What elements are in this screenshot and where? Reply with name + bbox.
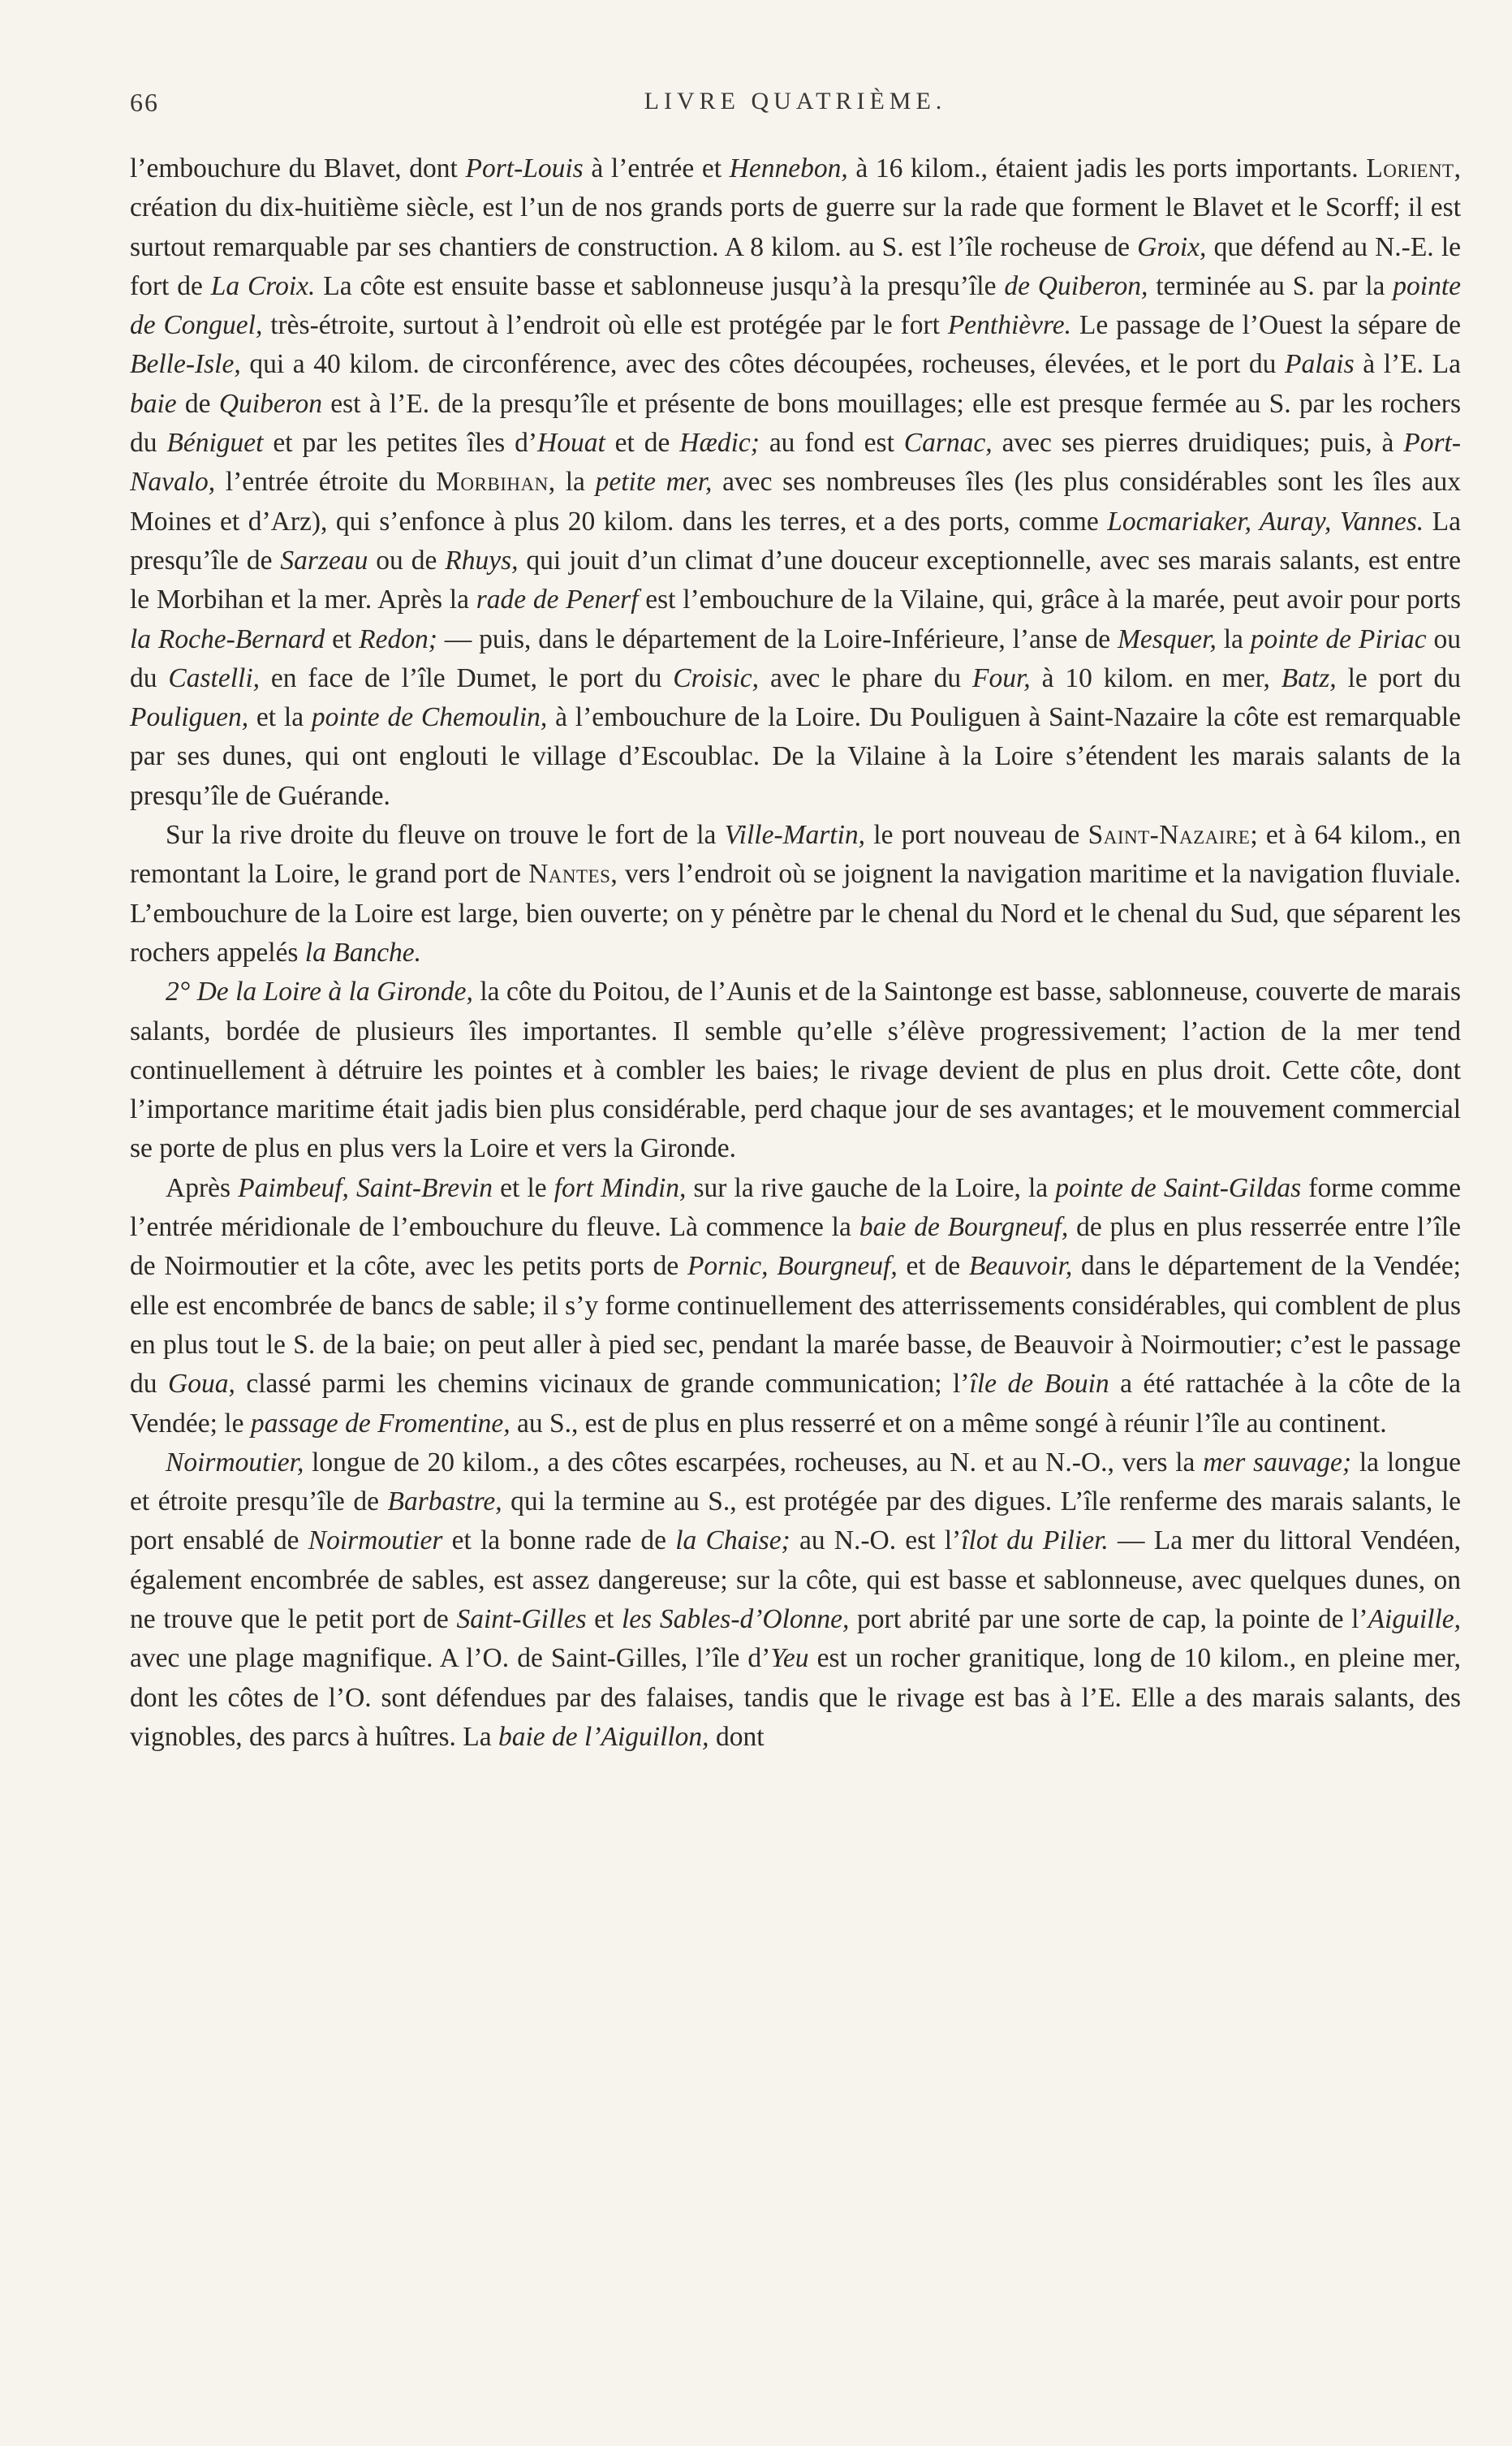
text-run: en face de l’île Dumet, le port du <box>260 662 674 693</box>
italic-text: Houat <box>537 428 605 459</box>
italic-text: Pouliguen, <box>130 702 249 733</box>
text-run: à l’embouchure de la Loire. Du Pouliguen à Saint-Nazaire la côte est remarquable par ses dunes, qui ont englouti le village d’Escoublac. De la Vilaine à la Loire s’étendent les marais salants de la presqu’île de Guérande. <box>130 702 1461 811</box>
italic-text: pointe de Chemoulin, <box>311 702 548 733</box>
text-run: à l’E. La <box>1354 349 1461 380</box>
text-run: au N.-O. est l’ <box>790 1525 962 1556</box>
text-run: et <box>586 1603 622 1634</box>
text-run: qui la termine au S., est protégée par des digues. L’île renferme des marais salants, le port ensablé de <box>130 1486 1461 1556</box>
text-run: ; et à 64 kilom., en remontant la Loire, le grand port de <box>130 820 1461 890</box>
italic-text: Hædic; <box>679 428 760 459</box>
text-run: et la <box>248 702 312 733</box>
text-run: , création du dix-huitième siècle, est l’un de nos grands ports de guerre sur la rade que forment le Blavet et le Scorff; il est surtout remarquable par ses chantiers de construction. A 8 kilom. au S. est l’île rocheuse de <box>130 153 1461 262</box>
text-run: au fond est <box>759 428 904 459</box>
text-run: classé parmi les chemins vicinaux de grande communication; l’ <box>235 1369 970 1400</box>
text-run: avec une plage magnifique. A l’O. de Saint-Gilles, l’île d’ <box>130 1643 771 1674</box>
italic-text: de Quiberon, <box>1004 270 1148 301</box>
paragraph <box>130 1169 1461 1443</box>
text-run: dans le département de la Vendée; elle est encombrée de bancs de sable; il s’y forme continuellement des atterrissements considérables, qui comblent de plus en plus tout le S. de la baie; on peut aller à pied sec, pendant la marée basse, de Beauvoir à Noirmoutier; c’est le passage du <box>130 1251 1461 1400</box>
italic-text: Carnac, <box>903 428 993 459</box>
italic-text: Barbastre, <box>387 1486 502 1517</box>
italic-text: île de Bouin <box>969 1369 1109 1400</box>
text-run: l’entrée étroite du <box>215 467 437 498</box>
text-run: Sur la rive droite du fleuve on trouve le fort de la <box>166 820 725 851</box>
italic-text: Port-Louis <box>465 153 584 183</box>
italic-text: les Sables-d’Olonne, <box>622 1603 850 1634</box>
text-run: à 10 kilom. en mer, <box>1030 662 1282 693</box>
text-run: et de <box>897 1251 969 1282</box>
small-caps-text: Lorient <box>1366 153 1454 183</box>
body-text <box>130 149 1461 1757</box>
running-head <box>130 81 1461 130</box>
text-run: — puis, dans le département de la Loire-Inférieure, l’anse de <box>437 623 1118 654</box>
italic-text: fort Mindin, <box>554 1172 687 1203</box>
text-run: la côte du Poitou, de l’Aunis et de la Saintonge est basse, sablonneuse, couverte de marais salants, bordée de plusieurs îles importantes. Il semble qu’elle s’élève progressivement; l’action de la mer tend continuellement à détruire les pointes et à combler les baies; le rivage devient de plus en plus droit. Cette côte, dont l’importance maritime était jadis bien plus considérable, perd chaque jour de ses avantages; et le mouvement commercial se porte de plus en plus vers la Loire et vers la Gironde. <box>130 977 1461 1164</box>
text-run: sur la rive gauche de la Loire, la <box>686 1172 1056 1203</box>
text-run: est un rocher granitique, long de 10 kilom., en pleine mer, dont les côtes de l’O. sont défendues par des falaises, tandis que le rivage est bas à l’E. Elle a des marais salants, des vignobles, des parcs à huîtres. La <box>130 1643 1461 1752</box>
text-run: à 16 kilom., étaient jadis les ports importants. <box>847 153 1367 183</box>
italic-text: Goua, <box>168 1369 235 1400</box>
italic-text: Noirmoutier, <box>166 1447 304 1478</box>
text-run: dont <box>709 1721 765 1752</box>
italic-text: Hennebon, <box>729 153 848 183</box>
small-caps-text: Saint-Nazaire <box>1088 820 1251 851</box>
italic-text: Sarzeau <box>280 545 368 576</box>
text-run: qui a 40 kilom. de circonférence, avec des côtes découpées, rocheuses, élevées, et le port du <box>240 349 1286 380</box>
italic-text: pointe de Conguel, <box>130 270 1461 341</box>
italic-text: passage de Fromentine, <box>250 1408 510 1439</box>
text-run: très-étroite, surtout à l’endroit où elle est protégée par le fort <box>262 310 948 341</box>
italic-text: 2° De la Loire à la Gironde, <box>166 977 473 1007</box>
italic-text: îlot du Pilier. <box>961 1525 1109 1556</box>
italic-text: Béniguet <box>166 428 264 459</box>
text-run: l’embouchure du Blavet, dont <box>130 153 466 183</box>
text-run: , la <box>548 467 596 498</box>
text-run: port abrité par une sorte de cap, la pointe de l’ <box>849 1603 1368 1634</box>
italic-text: Belle-Isle, <box>130 349 241 380</box>
text-run: au S., est de plus en plus resserré et on a même songé à réunir l’île au continent. <box>510 1408 1387 1439</box>
italic-text: rade de Penerf <box>476 585 639 615</box>
italic-text: Locmariaker, Auray, Vannes. <box>1107 506 1424 537</box>
italic-text: Yeu <box>770 1643 809 1674</box>
text-run: à l’entrée et <box>583 153 730 183</box>
italic-text: la Roche-Bernard <box>130 623 325 654</box>
italic-text: Noirmoutier <box>308 1525 443 1556</box>
text-run: , vers l’endroit où se joignent la navigation maritime et la navigation fluviale. L’embouchure de la Loire est large, bien ouverte; on y pénètre par le chenal du Nord et le chenal du Sud, que séparent les rochers appelés <box>130 859 1461 968</box>
paragraph <box>130 149 1461 816</box>
italic-text: baie de Bourgneuf, <box>859 1212 1069 1243</box>
text-run: avec ses pierres druidiques; puis, à <box>992 428 1404 459</box>
italic-text: Ville-Martin, <box>724 820 866 851</box>
italic-text: Palais <box>1285 349 1355 380</box>
italic-text: pointe de Saint-Gildas <box>1055 1172 1302 1203</box>
text-run: et le <box>493 1172 554 1203</box>
text-run: de <box>176 388 219 419</box>
italic-text: Penthièvre. <box>947 310 1072 341</box>
italic-text: Croisic, <box>673 662 760 693</box>
page-number: 66 <box>130 88 159 117</box>
italic-text: Mesquer, <box>1117 623 1217 654</box>
italic-text: la Chaise; <box>675 1525 790 1556</box>
text-run: qui jouit d’un climat d’une douceur exceptionnelle, avec ses marais salants, est entre le Morbihan et la mer. Après la <box>130 545 1462 615</box>
text-run: avec ses nombreuses îles (les plus considérables sont les îles aux Moines et d’Arz), qui s’enfonce à plus 20 kilom. dans les terres, et a des ports, comme <box>130 467 1461 537</box>
italic-text: Pornic, Bourgneuf, <box>687 1251 898 1282</box>
text-run: et la bonne rade de <box>442 1525 676 1556</box>
text-run: a été rattachée à la côte de la Vendée; le <box>130 1369 1461 1439</box>
small-caps-text: Morbihan <box>436 467 549 498</box>
text-run: la <box>1216 623 1251 654</box>
italic-text: Beauvoir, <box>968 1251 1073 1282</box>
italic-text: baie <box>130 388 177 419</box>
text-run: — La mer du littoral Vendéen, également encombrée de sables, est assez dangereuse; sur la côte, qui est basse et sablonneuse, avec quelques dunes, on ne trouve que le petit port de <box>130 1525 1461 1634</box>
text-run: avec le phare du <box>759 662 972 693</box>
text-run: est à l’E. de la presqu’île et présente de bons mouillages; elle est presque fermée au S. par les rochers du <box>130 388 1461 459</box>
text-run: et de <box>605 428 680 459</box>
italic-text: Port-Navalo, <box>130 428 1462 498</box>
text-run: de plus en plus resserrée entre l’île de Noirmoutier et la côte, avec les petits ports de <box>130 1212 1461 1282</box>
text-run: forme comme l’entrée méridionale de l’embouchure du fleuve. Là commence la <box>130 1172 1461 1243</box>
italic-text: Groix, <box>1137 231 1207 262</box>
text-run: Après <box>166 1172 239 1203</box>
italic-text: la Banche. <box>304 937 422 968</box>
small-caps-text: Nantes <box>528 859 611 890</box>
text-run: que défend au N.-E. le fort de <box>130 231 1461 301</box>
running-title: LIVRE QUATRIÈME. <box>644 88 947 114</box>
italic-text: baie de l’Aiguillon, <box>498 1721 709 1752</box>
text-run: Le passage de l’Ouest la sépare de <box>1071 310 1461 341</box>
text-run: La presqu’île de <box>130 506 1462 576</box>
italic-text: Castelli, <box>168 662 261 693</box>
italic-text: mer sauvage; <box>1203 1447 1352 1478</box>
text-run: et <box>325 623 360 654</box>
italic-text: Paimbeuf, Saint-Brevin <box>238 1172 493 1203</box>
text-run: est l’embouchure de la Vilaine, qui, grâce à la marée, peut avoir pour ports <box>638 585 1461 615</box>
paragraph <box>130 1443 1461 1757</box>
text-run: La côte est ensuite basse et sablonneuse jusqu’à la presqu’île <box>315 270 1005 301</box>
italic-text: Four, <box>972 662 1031 693</box>
text-run: la longue et étroite presqu’île de <box>130 1447 1461 1517</box>
text-run: ou du <box>130 623 1461 693</box>
text-run: le port nouveau de <box>865 820 1088 851</box>
italic-text: Batz, <box>1281 662 1337 693</box>
italic-text: Aiguille, <box>1368 1603 1461 1634</box>
italic-text: petite mer, <box>595 467 713 498</box>
text-run: terminée au S. par la <box>1148 270 1394 301</box>
text-run: longue de 20 kilom., a des côtes escarpées, rocheuses, au N. et au N.-O., vers la <box>304 1447 1204 1478</box>
italic-text: Quiberon <box>218 388 322 419</box>
paragraph <box>130 816 1461 973</box>
italic-text: pointe de Piriac <box>1250 623 1427 654</box>
text-run: et par les petites îles d’ <box>263 428 537 459</box>
paragraph <box>130 973 1461 1168</box>
italic-text: La Croix. <box>210 270 316 301</box>
book-page <box>130 81 1461 1757</box>
text-run: ou de <box>368 545 446 576</box>
text-run: le port du <box>1336 662 1462 693</box>
italic-text: Rhuys, <box>445 545 519 576</box>
italic-text: Redon; <box>359 623 437 654</box>
italic-text: Saint-Gilles <box>456 1603 587 1634</box>
